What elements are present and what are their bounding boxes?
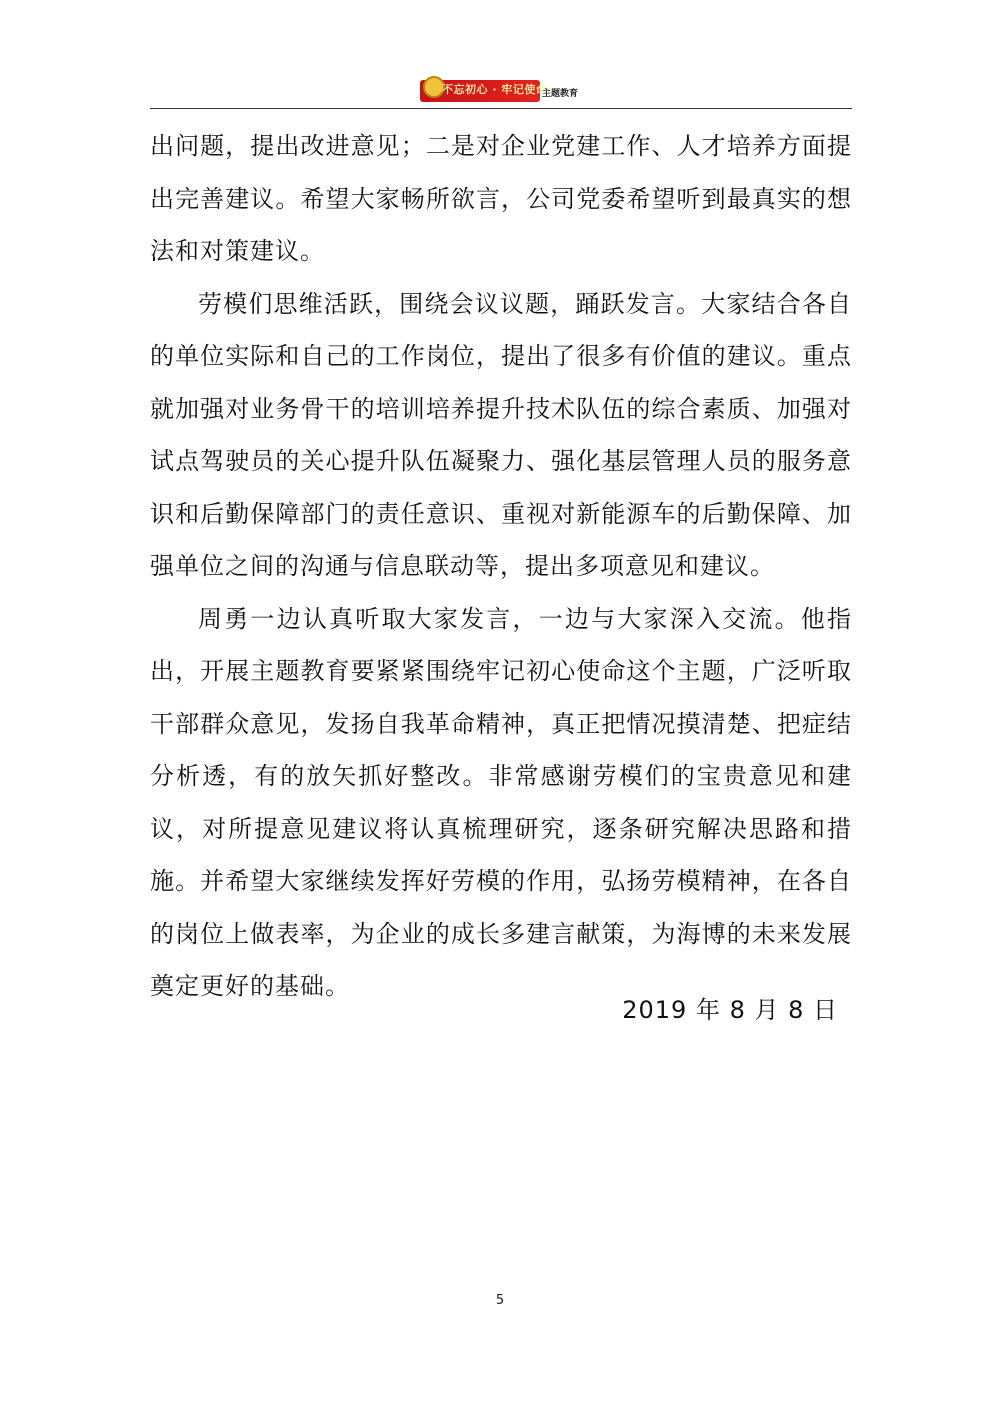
header-divider (150, 108, 852, 109)
paragraph: 周勇一边认真听取大家发言，一边与大家深入交流。他指出，开展主题教育要紧紧围绕牢记初心使命这个主题，广泛听取干部群众意见，发扬自我革命精神，真正把情况摸清楚、把症结分析透，有的放矢抓好整改。非常感谢劳模们的宝贵意见和建议，对所提意见建议将认真梳理研究，逐条研究解决思路和措施。并希望大家继续发挥好劳模的作用，弘扬劳模精神，在各自的岗位上做表率，为企业的成长多建言献策，为海博的未来发展奠定更好的基础。 (150, 604, 852, 1000)
page-number: 5 (495, 1293, 505, 1308)
banner-tag: 主题教育 (542, 89, 579, 99)
document-body (150, 120, 852, 1013)
paragraph-continued: 出问题，提出改进意见；二是对企业党建工作、人才培养方面提出完善建议。希望大家畅所欲言，公司党委希望听到最真实的想法和对策建议。 (150, 132, 852, 265)
banner-slogan: 不忘初心 · 牢记使命 (442, 83, 548, 96)
paragraph: 劳模们思维活跃，围绕会议议题，踊跃发言。大家结合各自的单位实际和自己的工作岗位，提出了很多有价值的建议。重点就加强对业务骨干的培训培养提升技术队伍的综合素质、加强对试点驾驶员的关心提升队伍凝聚力、强化基层管理人员的服务意识和后勤保障部门的责任意识、重视对新能源车的后勤保障、加强单位之间的沟通与信息联动等，提出多项意见和建议。 (150, 289, 852, 580)
header-banner (420, 76, 588, 104)
document-date: 2019 年 8 月 8 日 (622, 996, 838, 1024)
